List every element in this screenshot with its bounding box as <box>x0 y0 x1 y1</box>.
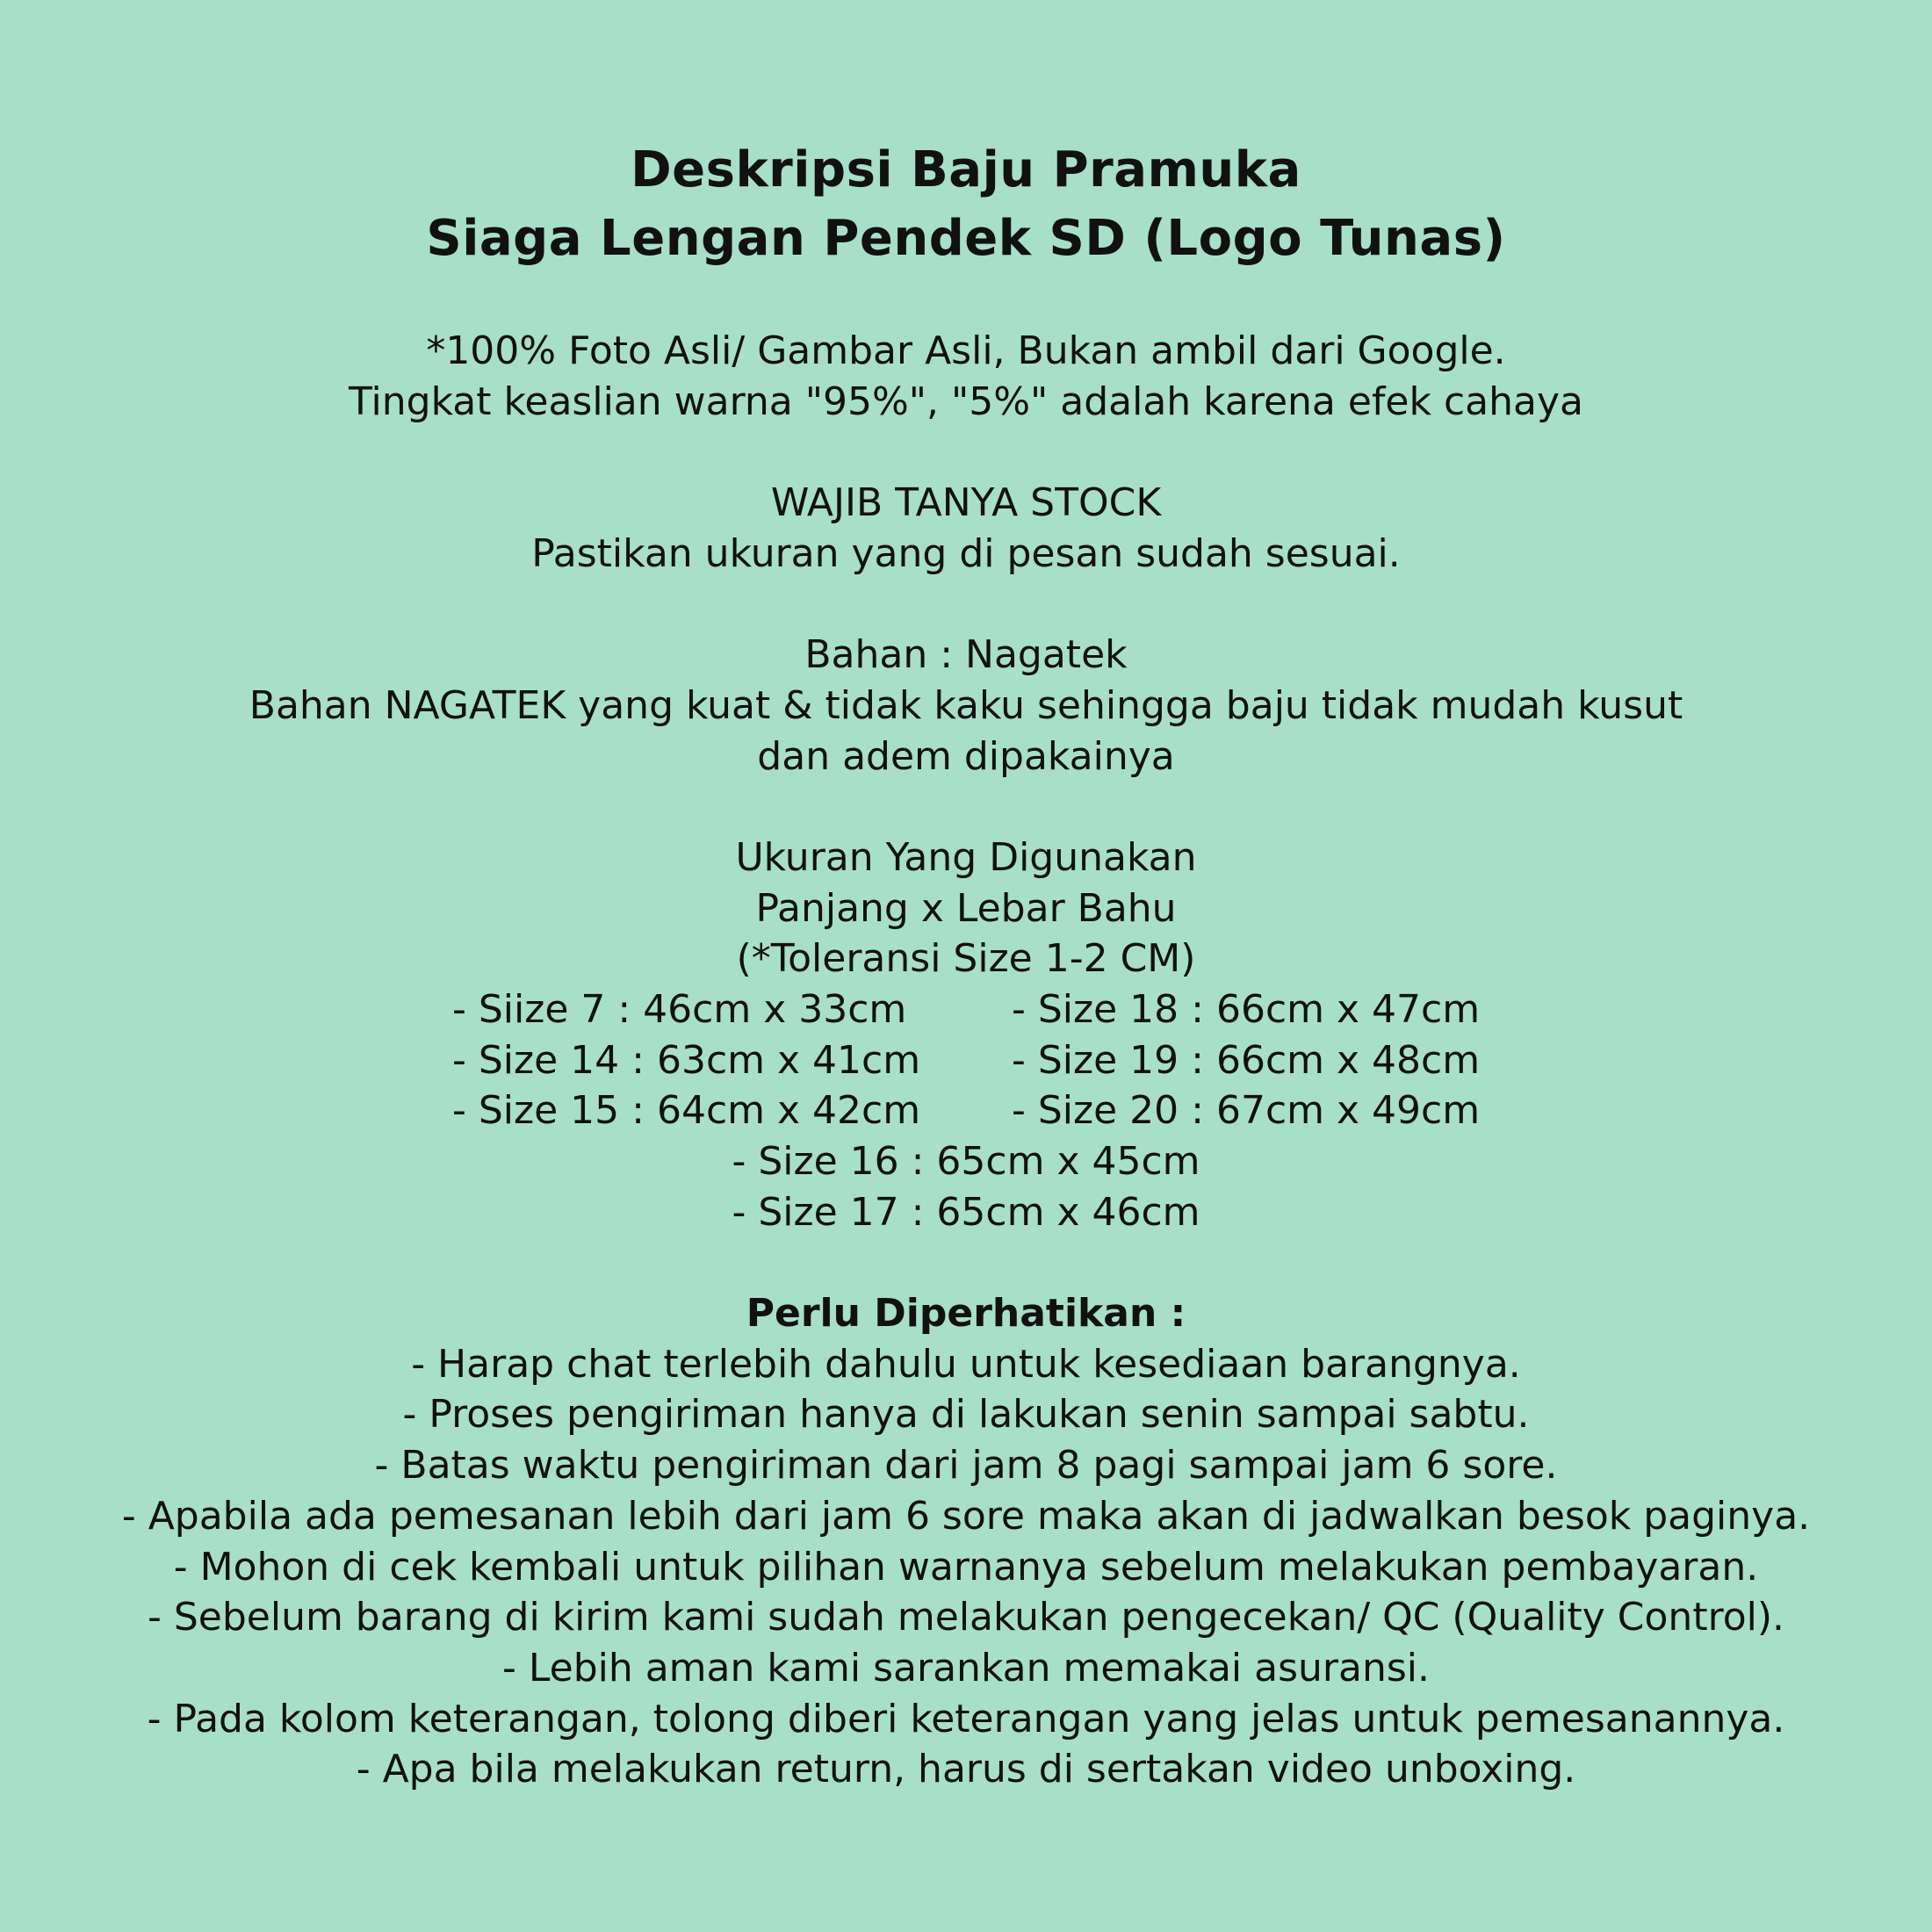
note-item: - Sebelum barang di kirim kami sudah melakukan pengecekan/ QC (Quality Control). <box>147 1595 1784 1640</box>
note-item: - Lebih aman kami sarankan memakai asuransi. <box>502 1645 1430 1690</box>
note-item: - Batas waktu pengiriman dari jam 8 pagi sampai jam 6 sore. <box>374 1443 1558 1489</box>
spacer <box>0 579 1932 630</box>
note-item: - Apabila ada pemesanan lebih dari jam 6 sore maka akan di jadwalkan besok paginya. <box>121 1493 1811 1539</box>
intro-line-1: *100% Foto Asli/ Gambar Asli, Bukan ambil dari Google. <box>426 328 1506 373</box>
stock-warning: WAJIB TANYA STOCK <box>770 480 1162 526</box>
stock-note: Pastikan ukuran yang di pesan sudah sesuai. <box>531 530 1401 576</box>
size-row <box>0 1085 1932 1136</box>
spacer <box>0 427 1932 478</box>
size-entry: - Size 17 : 65cm x 46cm <box>732 1189 1200 1235</box>
size-entry: - Size 14 : 63cm x 41cm <box>452 1037 921 1083</box>
note-item: - Apa bila melakukan return, harus di sertakan video unboxing. <box>356 1747 1576 1792</box>
material-desc-2: dan adem dipakainya <box>757 733 1175 779</box>
notes-heading: Perlu Diperhatikan : <box>746 1291 1186 1337</box>
note-item: - Pada kolom keterangan, tolong diberi keterangan yang jelas untuk pemesanannya. <box>147 1696 1785 1741</box>
sizes-measure: Panjang x Lebar Bahu <box>755 885 1177 931</box>
size-entry: - Size 15 : 64cm x 42cm <box>452 1088 921 1134</box>
description-body <box>0 326 1932 1795</box>
size-entry: - Size 19 : 66cm x 48cm <box>1012 1037 1481 1083</box>
spacer <box>0 782 1932 833</box>
sizes-heading: Ukuran Yang Digunakan <box>735 834 1197 880</box>
size-row <box>0 984 1932 1035</box>
size-entry: - Siize 7 : 46cm x 33cm <box>452 986 907 1032</box>
size-row <box>0 1035 1932 1086</box>
intro-line-2: Tingkat keaslian warna "95%", "5%" adalah karena efek cahaya <box>349 378 1583 424</box>
material-name: Bahan : Nagatek <box>804 632 1128 678</box>
size-entry: - Size 18 : 66cm x 47cm <box>1012 986 1481 1032</box>
note-item: - Mohon di cek kembali untuk pilihan warnanya sebelum melakukan pembayaran. <box>173 1544 1759 1590</box>
sizes-tolerance: (*Toleransi Size 1-2 CM) <box>736 936 1196 982</box>
size-entry: - Size 16 : 65cm x 45cm <box>732 1139 1200 1184</box>
page-title <box>0 136 1932 273</box>
title-line-1: Deskripsi Baju Pramuka <box>631 141 1301 198</box>
material-desc-1: Bahan NAGATEK yang kuat & tidak kaku sehingga baju tidak mudah kusut <box>249 682 1683 728</box>
title-line-2: Siaga Lengan Pendek SD (Logo Tunas) <box>426 210 1506 267</box>
size-entry: - Size 20 : 67cm x 49cm <box>1012 1088 1481 1134</box>
note-item: - Harap chat terlebih dahulu untuk kesediaan barangnya. <box>411 1341 1521 1387</box>
spacer <box>0 1237 1932 1288</box>
note-item: - Proses pengiriman hanya di lakukan senin sampai sabtu. <box>402 1392 1530 1438</box>
